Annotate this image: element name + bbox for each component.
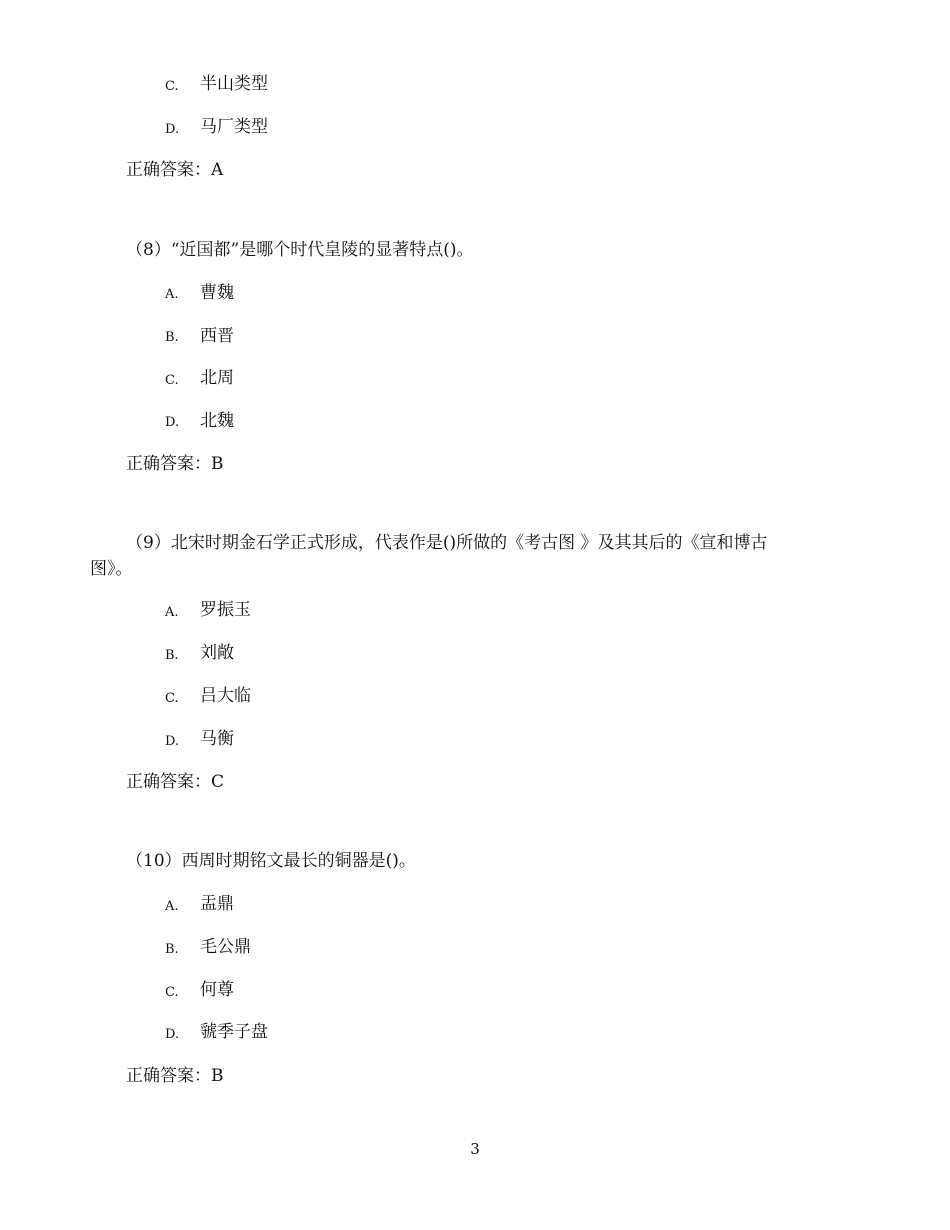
option-text: 曹魏 <box>200 283 234 303</box>
page-number: 3 <box>470 1140 480 1158</box>
option-text: 北周 <box>200 368 234 388</box>
question-text: （10）西周时期铭文最长的铜器是()。 <box>126 851 416 871</box>
option-text: 西晋 <box>200 326 234 346</box>
option-letter: C. <box>165 79 179 94</box>
question-text: （8）“近国都”是哪个时代皇陵的显著特点()。 <box>126 240 474 260</box>
option-letter: A. <box>165 287 179 302</box>
answer-line: 正确答案：B <box>126 454 224 474</box>
option-text: 半山类型 <box>200 74 268 94</box>
option-letter: D. <box>165 122 180 137</box>
option-text: 何尊 <box>200 980 234 1000</box>
option-text: 北魏 <box>200 411 234 431</box>
question-text: （9）北宋时期金石学正式形成，代表作是()所做的《考古图 》及其其后的《宣和博古 <box>126 533 768 553</box>
option-letter: A. <box>165 605 179 620</box>
option-text: 马厂类型 <box>200 117 268 137</box>
option-letter: B. <box>165 648 179 663</box>
option-letter: B. <box>165 942 179 957</box>
option-letter: C. <box>165 985 179 1000</box>
option-text: 盂鼎 <box>200 894 234 914</box>
option-text: 罗振玉 <box>200 600 251 620</box>
option-letter: D. <box>165 734 180 749</box>
answer-line: 正确答案：B <box>126 1066 224 1086</box>
option-letter: C. <box>165 691 179 706</box>
option-letter: D. <box>165 1027 180 1042</box>
option-letter: B. <box>165 330 179 345</box>
option-letter: D. <box>165 415 180 430</box>
option-text: 马衡 <box>200 729 234 749</box>
option-letter: C. <box>165 373 179 388</box>
answer-line: 正确答案：C <box>126 772 225 792</box>
option-text: 虢季子盘 <box>200 1022 268 1042</box>
option-letter: A. <box>165 899 179 914</box>
answer-line: 正确答案：A <box>126 160 224 180</box>
option-text: 刘敞 <box>200 643 234 663</box>
option-text: 吕大临 <box>200 686 251 706</box>
option-text: 毛公鼎 <box>200 937 251 957</box>
question-text-continued: 图》。 <box>90 559 133 579</box>
